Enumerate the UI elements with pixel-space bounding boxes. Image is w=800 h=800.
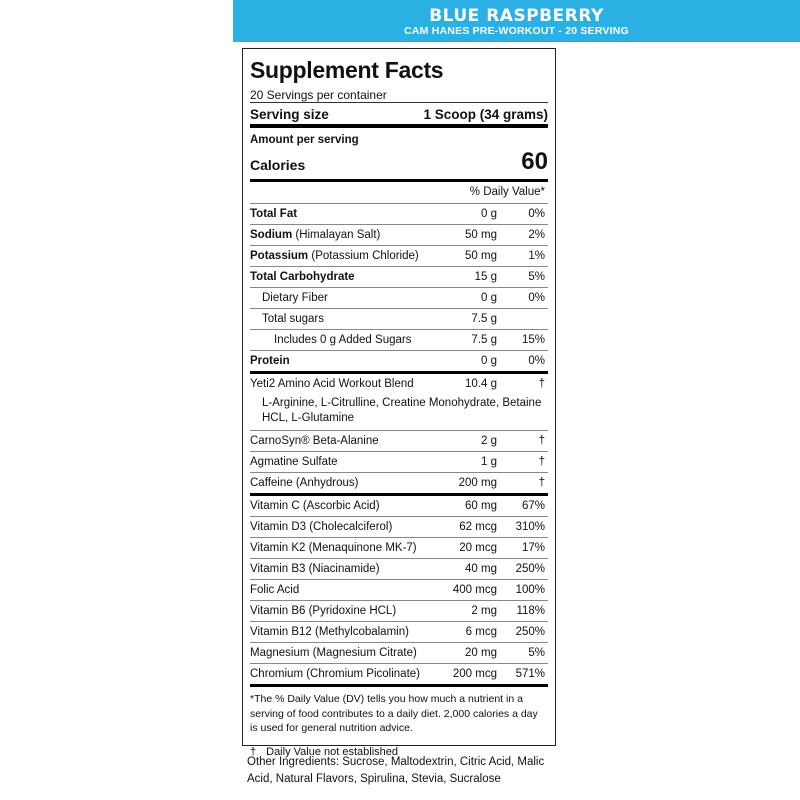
nutrient-row [250, 601, 548, 622]
dagger-symbol: † [250, 745, 257, 758]
blend-amount: 10.4 g [465, 378, 497, 390]
amount-per-serving: Amount per serving [250, 134, 359, 146]
nutrient-row [250, 664, 548, 687]
nutrient-name: Folic Acid [250, 584, 300, 596]
daily-value-footnote: *The % Daily Value (DV) tells you how much a nutrient in a serving of food contributes to a daily diet. 2,000 calories a day is used for general nutrition advice. [250, 693, 538, 734]
nutrient-daily-value: 17% [521, 542, 545, 554]
flavor-title: BLUE RASPBERRY [429, 6, 604, 26]
nutrient-name [250, 271, 427, 283]
nutrient-amount: 20 mg [465, 647, 497, 659]
serving-size-value: 1 Scoop (34 grams) [423, 107, 548, 122]
nutrient-amount: 6 mcg [465, 626, 497, 638]
nutrient-amount: 7.5 g [471, 334, 497, 346]
nutrient-name: Agmatine Sulfate [250, 456, 338, 468]
nutrient-name: Vitamin B12 (Methylcobalamin) [250, 626, 409, 638]
panel-title: Supplement Facts [250, 57, 444, 83]
nutrient-name-detail: (Potassium Chloride) [308, 250, 419, 262]
nutrient-amount: 0 g [481, 355, 497, 367]
nutrient-name-bold: Potassium [250, 250, 309, 262]
nutrient-name [250, 229, 427, 241]
nutrient-row [250, 225, 548, 246]
nutrient-name-bold: Protein [250, 355, 290, 367]
nutrient-row [250, 580, 548, 601]
nutrient-row [250, 473, 548, 496]
nutrient-name: Vitamin C (Ascorbic Acid) [250, 500, 380, 512]
nutrient-daily-value: 100% [515, 584, 545, 596]
nutrient-amount: 60 mg [465, 500, 497, 512]
nutrient-row [250, 288, 548, 309]
nutrient-daily-value: 571% [515, 668, 545, 680]
nutrient-row [250, 309, 548, 330]
calories-value: 60 [521, 148, 548, 175]
blend-name: Yeti2 Amino Acid Workout Blend [250, 378, 414, 390]
calories-label: Calories [250, 157, 306, 173]
nutrient-row [250, 452, 548, 473]
nutrient-daily-value: 0% [528, 292, 545, 304]
nutrient-daily-value: 2% [528, 229, 545, 241]
serving-size-row [250, 102, 548, 124]
nutrient-amount: 40 mg [465, 563, 497, 575]
nutrient-row [250, 431, 548, 452]
nutrient-name: Vitamin K2 (Menaquinone MK-7) [250, 542, 417, 554]
servings-per-container: 20 Servings per container [250, 88, 387, 102]
nutrient-amount: 2 mg [471, 605, 497, 617]
nutrient-name: Caffeine (Anhydrous) [250, 477, 359, 489]
nutrient-name-bold: Total Carbohydrate [250, 271, 355, 283]
nutrient-amount: 200 mg [458, 477, 497, 489]
nutrient-row [250, 330, 548, 351]
nutrient-name-bold: Sodium [250, 229, 293, 241]
nutrient-name: Vitamin B3 (Niacinamide) [250, 563, 380, 575]
daily-value-header: % Daily Value* [250, 182, 548, 204]
nutrient-daily-value: 0% [528, 355, 545, 367]
nutrient-daily-value: 5% [528, 647, 545, 659]
nutrient-name-detail: Includes 0 g Added Sugars [274, 334, 412, 346]
blend-description: L-Arginine, L-Citrulline, Creatine Monohydrate, Betaine HCL, L-Glutamine [250, 394, 548, 431]
nutrient-amount: 2 g [481, 435, 497, 447]
nutrient-amount: 20 mcg [459, 542, 497, 554]
nutrient-daily-value: 0% [528, 208, 545, 220]
nutrient-row [250, 559, 548, 580]
nutrient-amount: 62 mcg [459, 521, 497, 533]
nutrient-name-detail: (Himalayan Salt) [292, 229, 381, 241]
nutrient-amount: 200 mcg [452, 668, 497, 680]
nutrient-daily-value: 67% [521, 500, 545, 512]
nutrient-name-detail: Total sugars [262, 313, 325, 325]
nutrient-amount: 50 mg [465, 250, 497, 262]
nutrient-amount: 7.5 g [471, 313, 497, 325]
serving-size-label: Serving size [250, 107, 329, 122]
macro-nutrients [250, 204, 548, 371]
nutrient-daily-value: 5% [528, 271, 545, 283]
supplement-facts-panel [242, 48, 556, 758]
nutrient-daily-value: † [538, 477, 545, 489]
nutrient-row [250, 517, 548, 538]
nutrient-row [250, 267, 548, 288]
nutrient-row [250, 204, 548, 225]
nutrient-daily-value: 310% [515, 521, 545, 533]
nutrient-row [250, 538, 548, 559]
nutrient-name-bold: Total Fat [250, 208, 298, 220]
divider-thick [250, 124, 548, 128]
nutrient-name: Chromium (Chromium Picolinate) [250, 668, 420, 680]
nutrient-daily-value: 250% [515, 563, 545, 575]
nutrient-daily-value: 250% [515, 626, 545, 638]
nutrient-amount: 0 g [481, 208, 497, 220]
other-ingredients: Other Ingredients: Sucrose, Maltodextrin, Citric Acid, Malic Acid, Natural Flavors, Spirulina, Stevia, Sucralose [247, 756, 545, 785]
calories-row [250, 147, 548, 175]
nutrient-amount: 400 mcg [452, 584, 497, 596]
nutrient-row [250, 496, 548, 517]
nutrient-daily-value: 1% [528, 250, 545, 262]
nutrient-name [250, 208, 427, 220]
nutrient-row [250, 643, 548, 664]
nutrient-name [250, 313, 427, 325]
nutrient-amount: 15 g [474, 271, 497, 283]
active-ingredients [250, 431, 548, 496]
nutrient-name [250, 292, 427, 304]
nutrient-name [250, 250, 427, 262]
nutrient-name: Vitamin D3 (Cholecalciferol) [250, 521, 393, 533]
vitamins-minerals [250, 496, 548, 687]
nutrient-daily-value: 118% [516, 605, 545, 617]
nutrient-name [250, 334, 427, 346]
nutrient-amount: 1 g [481, 456, 497, 468]
nutrient-daily-value: 15% [521, 334, 545, 346]
blend-row [250, 371, 548, 394]
nutrient-row [250, 246, 548, 267]
nutrient-daily-value: † [538, 456, 545, 468]
product-subtitle: CAM HANES PRE-WORKOUT - 20 SERVING [404, 25, 629, 37]
nutrient-row [250, 622, 548, 643]
nutrient-name: Magnesium (Magnesium Citrate) [250, 647, 417, 659]
nutrient-amount: 0 g [481, 292, 497, 304]
nutrient-amount: 50 mg [465, 229, 497, 241]
nutrient-name: Vitamin B6 (Pyridoxine HCL) [250, 605, 397, 617]
nutrient-name [250, 355, 427, 367]
nutrient-daily-value: † [538, 435, 545, 447]
flavor-banner [233, 0, 800, 42]
blend-dv: † [538, 378, 545, 390]
dagger-note-text: Daily Value not established [266, 745, 399, 758]
nutrient-row [250, 351, 548, 371]
nutrient-name-detail: Dietary Fiber [262, 292, 328, 304]
nutrient-name: CarnoSyn® Beta-Alanine [250, 435, 379, 447]
